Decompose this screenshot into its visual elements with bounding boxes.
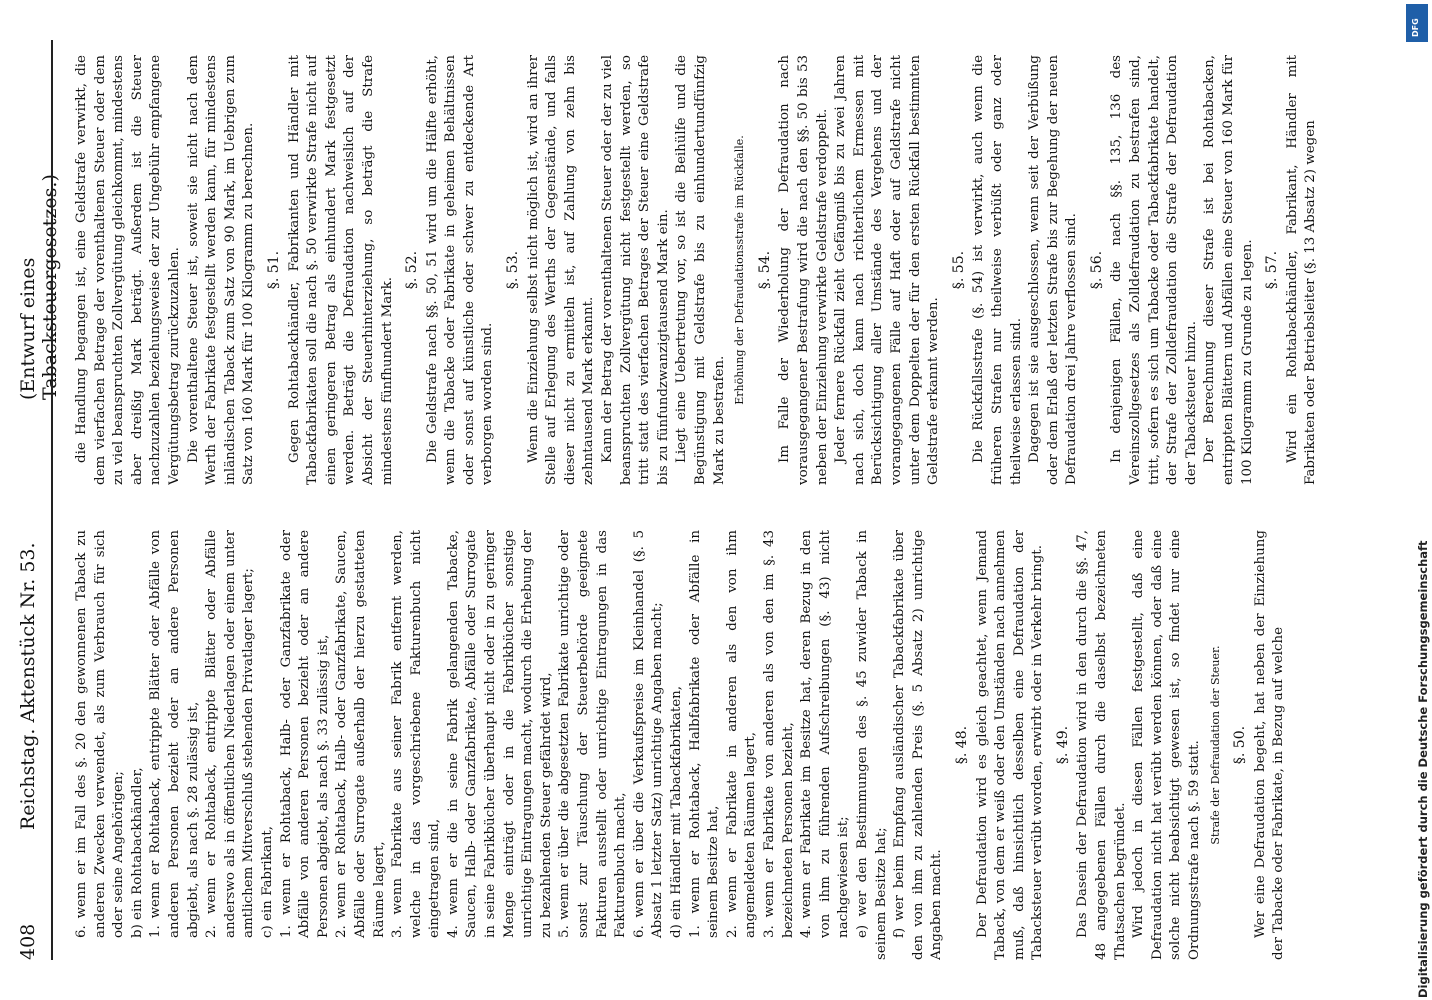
section-heading: §. 49.: [1054, 725, 1071, 765]
paragraph: 6. wenn er über die Verkaufspreise im Kleinhandel (§. 5 Absatz 1 letzter Satz) unrichtige Angaben macht;: [631, 530, 666, 938]
page-header: [17, 40, 61, 960]
paragraph: c) ein Fabrikant,: [259, 825, 275, 938]
paragraph: e) wer den Bestimmungen des §. 45 zuwider Taback in seinem Besitze hat;: [854, 530, 889, 960]
paragraph: Liegt eine Uebertretung vor, so ist die Beihülfe und die Begünstigung mit Geldstrafe bis zu einhundertundfünfzig Mark zu bestrafen.: [674, 55, 727, 485]
running-head: Reichstag. Aktenstück Nr. 53.: [17, 542, 39, 830]
paragraph: Wird ein Rohtabackhändler, Fabrikant, Händler mit Fabrikaten oder Betriebsleiter (§. 13 Absatz 2) wegen: [1284, 55, 1319, 485]
paragraph: Das Dasein der Defraudation wird in den durch die §§. 47, 48 angegebenen Fällen durch die daselbst bezeichneten Thatsachen begründet.: [1075, 530, 1128, 960]
paragraph: Kann der Betrag der vorenthaltenen Steuer oder der zu viel beanspruchten Zollvergütung nicht festgestellt werden, so tritt statt des vierfachen Betrages der Steuer eine Geldstrafe bis zu fünfundzwanzigtausend Mark ein.: [600, 55, 671, 485]
text-column-left: [73, 530, 1355, 960]
section-heading: §. 51.: [265, 250, 282, 290]
paragraph: 3. wenn er Fabrikate von anderen als von den im §. 43 bezeichneten Personen bezieht,: [761, 530, 796, 938]
paragraph: 4. wenn er die in seine Fabrik gelangenden Tabacke, Saucen, Halb- oder Ganzfabrikate, Abfälle oder Surrogate in seine Fabrikbücher überhaupt nicht oder in zu geringer Menge einträgt oder in die Fabrikbücher sonstige unrichtige Eintragungen macht, wodurch die Erhebung der zu bezahlenden Steuer gefährdet wird,: [445, 530, 554, 938]
document-title: (Entwurf eines Tabacksteuergesetzes.): [17, 174, 61, 400]
section-heading: §. 55.: [950, 250, 967, 290]
paragraph: 1. wenn er Rohtaback, Halb- oder Ganzfabrikate oder Abfälle von anderen Personen bezieht oder an andere Personen abgiebt, als nach §. 33 zulässig ist,: [278, 530, 331, 938]
dfg-logo: [1406, 4, 1428, 42]
section-heading: §. 57.: [1264, 250, 1281, 290]
paragraph: die Handlung begangen ist, eine Geldstrafe verwirkt, die dem vierfachen Betrage der vorenthaltenen Steuer oder dem zu viel beanspruchten Zollvergütung gleichkommt, mindestens aber dreißig Mark beträgt. Außerdem ist die Steuer nachzuzahlen beziehungsweise der zur Ungebühr empfangene Vergütungsbetrag zurückzuzahlen.: [74, 55, 182, 485]
paragraph: 2. wenn er Rohtaback, Halb- oder Ganzfabrikate, Saucen, Abfälle oder Surrogate außerhalb der hierzu gestatteten Räume lagert,: [334, 530, 387, 938]
paragraph: 5. wenn er über die abgesetzten Fabrikate unrichtige oder sonst zur Täuschung der Steuerbehörde geeignete Fakturen ausstellt oder unrichtige Eintragungen in das Fakturenbuch macht,: [557, 530, 629, 938]
paragraph: f) wer beim Empfang ausländischer Tabackfabrikate über den von ihm zu zahlenden Preis (§. 5 Absatz 2) unrichtige Angaben macht.: [892, 530, 945, 960]
digitization-note: Digitalisierung gefördert durch die Deutsche Forschungsgemeinschaft: [1416, 540, 1430, 998]
margin-note: Erhöhung der Defraudationsstrafe im Rückfalle.: [733, 135, 747, 405]
section-heading: §. 52.: [404, 250, 421, 290]
paragraph: Wer eine Defraudation begeht, hat neben der Einziehung der Tabacke oder Fabrikate, in Bezug auf welche: [1252, 530, 1287, 960]
digitization-sidebar: [1402, 0, 1432, 1000]
paragraph: 1. wenn er Rohtaback, entrippte Blätter oder Abfälle von anderen Personen bezieht oder an andere Personen abgiebt, als nach §. 28 zulässig ist,: [148, 530, 201, 938]
section-heading: §. 48.: [953, 725, 970, 765]
paragraph: Der Defraudation wird es gleich geachtet, wenn Jemand Taback, von dem er weiß oder den Umständen nach annehmen muß, daß hinsichtlich desselben eine Defraudation der Tabacksteuer verübt worden, erwirbt oder in Verkehr bringt.: [974, 530, 1046, 960]
section-heading: §. 56.: [1088, 250, 1105, 290]
paragraph: 4. wenn er Fabrikate im Besitze hat, deren Bezug in den von ihm zu führenden Aufschreibungen (§. 43) nicht nachgewiesen ist;: [799, 530, 852, 938]
paragraph: d) ein Händler mit Tabackfabrikaten,: [669, 685, 684, 938]
section-heading: §. 53.: [505, 250, 522, 290]
paragraph: Der Berechnung dieser Strafe ist bei Rohtabacken, entrippten Blättern und Abfällen eine Steuer von 160 Mark für 100 Kilogramm zu Grunde zu legen.: [1202, 55, 1255, 485]
paragraph: Die vorenthaltene Steuer ist, soweit sie nicht nach dem Werth der Fabrikate festgestellt werden kann, für mindestens inländischen Taback zum Satz von 90 Mark, im Uebrigen zum Satz von 160 Mark für 100 Kilogramm zu berechnen.: [185, 55, 257, 485]
paragraph: b) ein Rohtabackhändler,: [129, 767, 145, 938]
paragraph: Wenn die Einziehung selbst nicht möglich ist, wird an ihrer Stelle auf Erlegung des Werths der Gegenstände, und falls dieser nicht zu ermitteln ist, auf Zahlung von zehn bis zehntausend Mark erkannt.: [525, 55, 597, 485]
paragraph: 3. wenn Fabrikate aus seiner Fabrik entfernt werden, welche in das vorgeschriebene Fakturenbuch nicht eingetragen sind,: [390, 530, 443, 938]
paragraph: Im Falle der Wiederholung der Defraudation nach vorausgegangener Bestrafung wird die nach den §§. 50 bis 53 neben der Einziehung verwirkte Geldstrafe verdoppelt.: [777, 55, 830, 485]
paragraph: Dagegen ist sie ausgeschlossen, wenn seit der Verbüßung oder dem Erlaß der letzten Strafe bis zur Begehung der neuen Defraudation drei Jahre verflossen sind.: [1027, 55, 1080, 485]
paragraph: 1. wenn er Rohtaback, Halbfabrikate oder Abfälle in seinem Besitze hat,: [687, 530, 722, 938]
header-rule: [51, 40, 53, 960]
text-column-right: [73, 55, 1355, 485]
margin-note: Strafe der Defraudation der Steuer.: [1208, 645, 1222, 845]
paragraph: Gegen Rohtabackhändler, Fabrikanten und Händler mit Tabackfabrikaten soll die nach §. 50 verwirkte Strafe nicht auf einen geringeren Betrag als einhundert Mark festgesetzt werden. Beträgt die Defraudation nachweislich auf der Absicht der Steuerhinterziehung, so beträgt die Strafe mindestens fünfhundert Mark.: [286, 55, 395, 485]
paragraph: 6. wenn er im Fall des §. 20 den gewonnenen Taback zu anderen Zwecken verwendet, als zum Verbrauch für sich oder seine Angehörigen;: [74, 530, 127, 938]
paragraph: 2. wenn er Fabrikate in anderen als den von ihm angemeldeten Räumen lagert,: [724, 530, 759, 938]
paragraph: Wird jedoch in diesen Fällen festgestellt, daß eine Defraudation nicht hat verübt werden können, oder daß eine solche nicht beabsichtigt gewesen ist, so findet nur eine Ordnungsstrafe nach §. 59 statt.: [1131, 530, 1203, 960]
section-heading: §. 54.: [756, 250, 773, 290]
section-heading: §. 50.: [1232, 725, 1249, 765]
paragraph: Die Rückfallsstrafe (§. 54) ist verwirkt, auch wenn die früheren Strafen nur theilweise verbüßt oder ganz oder theilweise erlassen sind.: [971, 55, 1024, 485]
dfg-logo-text: DFG: [1411, 18, 1420, 37]
paragraph: 2. wenn er Rohtaback, entrippte Blätter oder Abfälle anderswo als in öffentlichen Niederlagen oder einem unter amtlichem Mitverschluß stehenden Privatlager lagert;: [204, 530, 257, 938]
paragraph: Jeder fernere Rückfall zieht Gefängniß bis zu zwei Jahren nach sich, doch kann nach richterlichem Ermessen mit Berücksichtigung aller Umstände des Vergehens und der vorangegangenen Fälle auf Haft oder auf Geldstrafe nicht unter dem Doppelten der für den ersten Rückfall bestimmten Geldstrafe erkannt werden.: [833, 55, 942, 485]
paragraph: In denjenigen Fällen, die nach §§. 135, 136 des Vereinszollgesetzes als Zolldefraudation zu bestrafen sind, tritt, sofern es sich um Tabacke oder Tabackfabrikate handelt, der Strafe der Zolldefraudation die Strafe der Defraudation der Tabacksteuer hinzu.: [1109, 55, 1199, 485]
page-number: 408: [17, 923, 39, 960]
paragraph: Die Geldstrafe nach §§. 50, 51 wird um die Hälfte erhöht, wenn die Tabacke oder Fabrikate in geheimen Behältnissen oder sonst auf künstliche oder schwer zu entdeckende Art verborgen worden sind.: [424, 55, 496, 485]
